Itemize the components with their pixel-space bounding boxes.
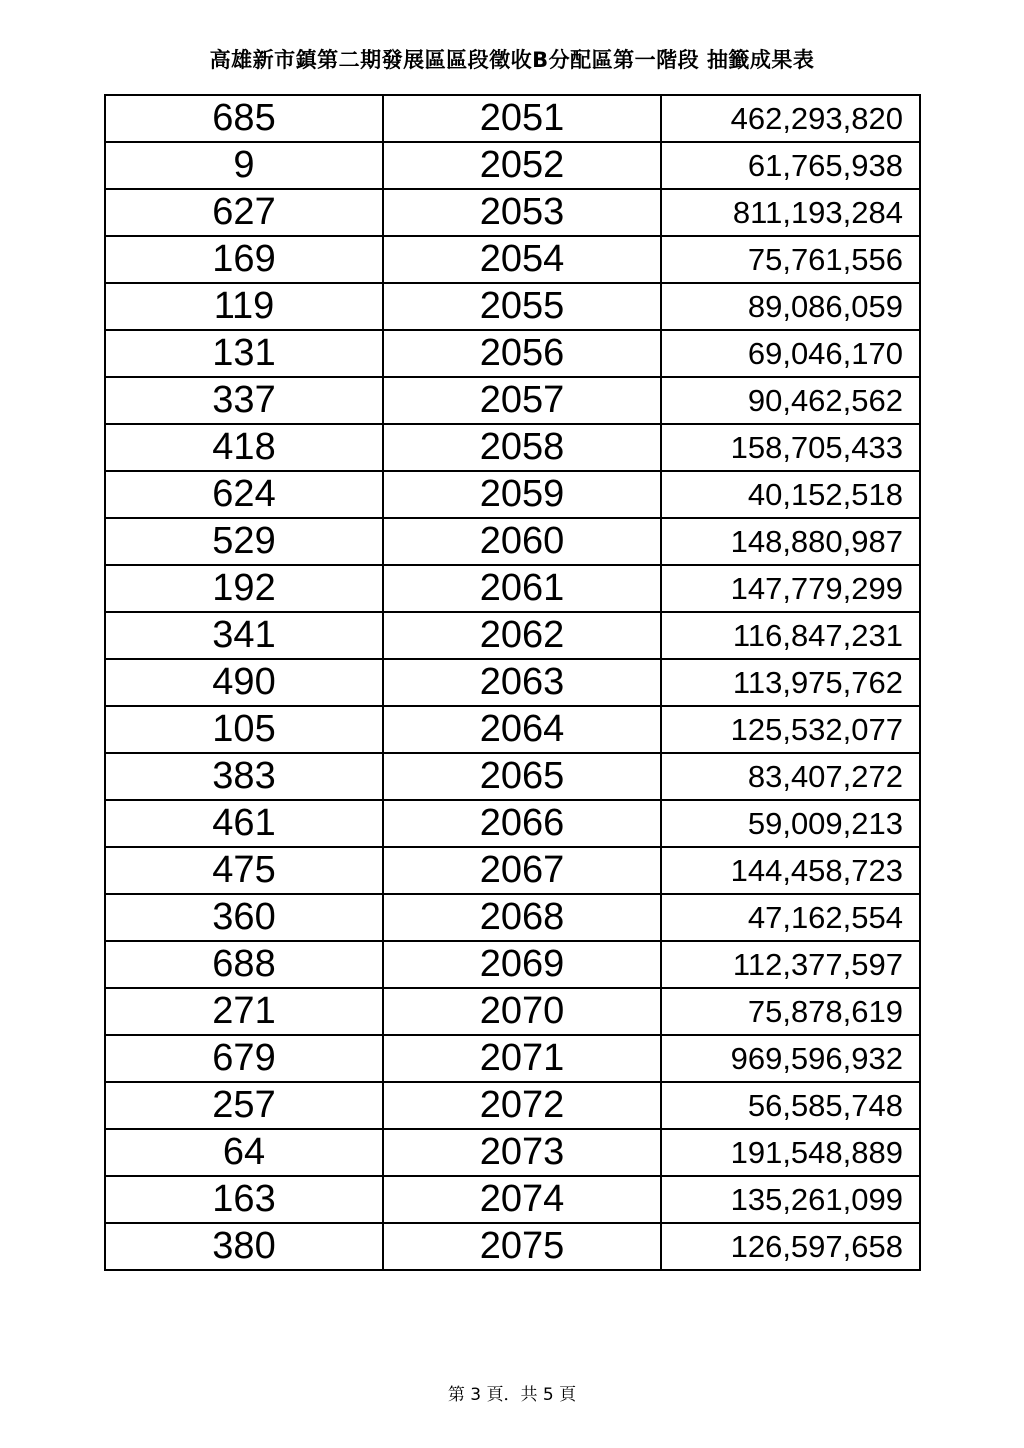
sequence-number-cell: 2058 [383, 424, 661, 471]
lot-number-cell: 418 [105, 424, 383, 471]
sequence-number-cell: 2064 [383, 706, 661, 753]
lot-number-cell: 380 [105, 1223, 383, 1270]
lot-number-cell: 490 [105, 659, 383, 706]
table-row [105, 189, 920, 236]
sequence-number-cell: 2057 [383, 377, 661, 424]
sequence-number-cell: 2059 [383, 471, 661, 518]
table-row [105, 1176, 920, 1223]
table-row [105, 330, 920, 377]
lot-number-cell: 475 [105, 847, 383, 894]
amount-cell: 56,585,748 [661, 1082, 920, 1129]
table-row [105, 988, 920, 1035]
amount-cell: 83,407,272 [661, 753, 920, 800]
sequence-number-cell: 2065 [383, 753, 661, 800]
sequence-number-cell: 2073 [383, 1129, 661, 1176]
amount-cell: 126,597,658 [661, 1223, 920, 1270]
lot-number-cell: 169 [105, 236, 383, 283]
amount-cell: 462,293,820 [661, 95, 920, 142]
lot-number-cell: 163 [105, 1176, 383, 1223]
amount-cell: 89,086,059 [661, 283, 920, 330]
lot-number-cell: 9 [105, 142, 383, 189]
sequence-number-cell: 2053 [383, 189, 661, 236]
table-row [105, 753, 920, 800]
table-row [105, 565, 920, 612]
sequence-number-cell: 2069 [383, 941, 661, 988]
sequence-number-cell: 2062 [383, 612, 661, 659]
document-title: 高雄新市鎮第二期發展區區段徵收B分配區第一階段 抽籤成果表 [209, 48, 815, 72]
lot-number-cell: 257 [105, 1082, 383, 1129]
table-row [105, 471, 920, 518]
sequence-number-cell: 2075 [383, 1223, 661, 1270]
sequence-number-cell: 2061 [383, 565, 661, 612]
sequence-number-cell: 2071 [383, 1035, 661, 1082]
table-row [105, 800, 920, 847]
amount-cell: 811,193,284 [661, 189, 920, 236]
amount-cell: 75,761,556 [661, 236, 920, 283]
lot-number-cell: 685 [105, 95, 383, 142]
amount-cell: 112,377,597 [661, 941, 920, 988]
sequence-number-cell: 2052 [383, 142, 661, 189]
lot-number-cell: 64 [105, 1129, 383, 1176]
table-row [105, 941, 920, 988]
sequence-number-cell: 2056 [383, 330, 661, 377]
amount-cell: 125,532,077 [661, 706, 920, 753]
table-row [105, 706, 920, 753]
results-table [104, 94, 921, 1271]
lot-number-cell: 688 [105, 941, 383, 988]
amount-cell: 191,548,889 [661, 1129, 920, 1176]
sequence-number-cell: 2074 [383, 1176, 661, 1223]
table-row [105, 894, 920, 941]
table-row [105, 424, 920, 471]
sequence-number-cell: 2060 [383, 518, 661, 565]
amount-cell: 69,046,170 [661, 330, 920, 377]
amount-cell: 158,705,433 [661, 424, 920, 471]
amount-cell: 47,162,554 [661, 894, 920, 941]
page-footer: 第 3 頁．共 5 頁 [447, 1385, 577, 1405]
amount-cell: 40,152,518 [661, 471, 920, 518]
table-row [105, 612, 920, 659]
table-row [105, 1129, 920, 1176]
sequence-number-cell: 2066 [383, 800, 661, 847]
amount-cell: 61,765,938 [661, 142, 920, 189]
sequence-number-cell: 2068 [383, 894, 661, 941]
table-row [105, 142, 920, 189]
amount-cell: 135,261,099 [661, 1176, 920, 1223]
lot-number-cell: 383 [105, 753, 383, 800]
lot-number-cell: 192 [105, 565, 383, 612]
amount-cell: 969,596,932 [661, 1035, 920, 1082]
lot-number-cell: 131 [105, 330, 383, 377]
sequence-number-cell: 2054 [383, 236, 661, 283]
amount-cell: 113,975,762 [661, 659, 920, 706]
lot-number-cell: 529 [105, 518, 383, 565]
amount-cell: 90,462,562 [661, 377, 920, 424]
table-row [105, 518, 920, 565]
lot-number-cell: 679 [105, 1035, 383, 1082]
sequence-number-cell: 2070 [383, 988, 661, 1035]
sequence-number-cell: 2067 [383, 847, 661, 894]
table-row [105, 236, 920, 283]
table-row [105, 1035, 920, 1082]
amount-cell: 59,009,213 [661, 800, 920, 847]
table-row [105, 1223, 920, 1270]
amount-cell: 148,880,987 [661, 518, 920, 565]
amount-cell: 147,779,299 [661, 565, 920, 612]
sequence-number-cell: 2051 [383, 95, 661, 142]
table-row [105, 847, 920, 894]
results-table-body [105, 95, 920, 1270]
table-row [105, 283, 920, 330]
lot-number-cell: 627 [105, 189, 383, 236]
amount-cell: 144,458,723 [661, 847, 920, 894]
amount-cell: 75,878,619 [661, 988, 920, 1035]
lot-number-cell: 337 [105, 377, 383, 424]
lot-number-cell: 105 [105, 706, 383, 753]
table-row [105, 377, 920, 424]
lot-number-cell: 271 [105, 988, 383, 1035]
sequence-number-cell: 2055 [383, 283, 661, 330]
amount-cell: 116,847,231 [661, 612, 920, 659]
table-row [105, 95, 920, 142]
sequence-number-cell: 2072 [383, 1082, 661, 1129]
table-row [105, 659, 920, 706]
table-row [105, 1082, 920, 1129]
lot-number-cell: 119 [105, 283, 383, 330]
lot-number-cell: 360 [105, 894, 383, 941]
sequence-number-cell: 2063 [383, 659, 661, 706]
lot-number-cell: 461 [105, 800, 383, 847]
lot-number-cell: 624 [105, 471, 383, 518]
lot-number-cell: 341 [105, 612, 383, 659]
